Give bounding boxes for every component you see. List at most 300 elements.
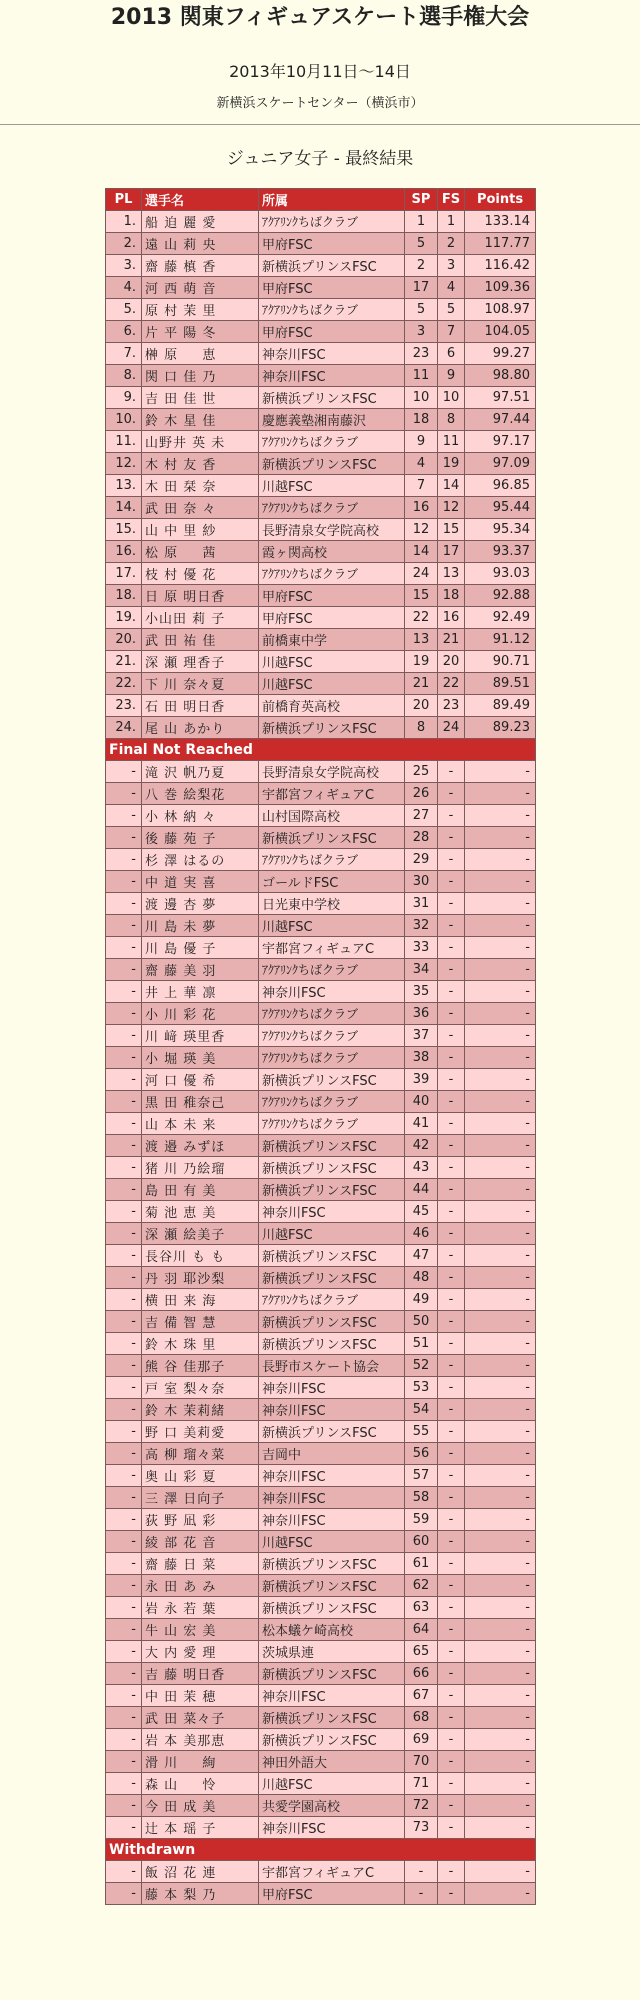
sp-rank-cell: 69 bbox=[405, 1729, 438, 1751]
sp-rank-cell: 51 bbox=[405, 1333, 438, 1355]
points-cell: 108.97 bbox=[465, 299, 536, 321]
skater-name-cell: 奥 山 彩 夏 bbox=[142, 1465, 259, 1487]
affiliation-cell: ｱｸｱﾘﾝｸちばクラブ bbox=[259, 1289, 405, 1311]
points-cell: - bbox=[465, 1751, 536, 1773]
points-cell: 96.85 bbox=[465, 475, 536, 497]
table-row bbox=[106, 1025, 536, 1047]
affiliation-cell: 山村国際高校 bbox=[259, 805, 405, 827]
skater-name-cell: 小 川 彩 花 bbox=[142, 1003, 259, 1025]
affiliation-cell: 新横浜プリンスFSC bbox=[259, 1333, 405, 1355]
sp-rank-cell: 65 bbox=[405, 1641, 438, 1663]
affiliation-cell: 長野清泉女学院高校 bbox=[259, 519, 405, 541]
table-row bbox=[106, 1113, 536, 1135]
fs-rank-cell: - bbox=[438, 893, 465, 915]
affiliation-cell: ｱｸｱﾘﾝｸちばクラブ bbox=[259, 1003, 405, 1025]
affiliation-cell: 新横浜プリンスFSC bbox=[259, 387, 405, 409]
placement-cell: - bbox=[106, 1311, 142, 1333]
placement-cell: - bbox=[106, 1773, 142, 1795]
col-header-points: Points bbox=[465, 189, 536, 211]
table-row bbox=[106, 1091, 536, 1113]
points-cell: - bbox=[465, 1333, 536, 1355]
points-cell: - bbox=[465, 959, 536, 981]
table-row bbox=[106, 1157, 536, 1179]
fs-rank-cell: 10 bbox=[438, 387, 465, 409]
fs-rank-cell: - bbox=[438, 1597, 465, 1619]
fs-rank-cell: - bbox=[438, 1509, 465, 1531]
fs-rank-cell: - bbox=[438, 1399, 465, 1421]
affiliation-cell: 神奈川FSC bbox=[259, 1685, 405, 1707]
points-cell: - bbox=[465, 1465, 536, 1487]
fs-rank-cell: 9 bbox=[438, 365, 465, 387]
skater-name-cell: 八 巻 絵梨花 bbox=[142, 783, 259, 805]
points-cell: - bbox=[465, 761, 536, 783]
placement-cell: 22. bbox=[106, 673, 142, 695]
table-row bbox=[106, 1531, 536, 1553]
fs-rank-cell: - bbox=[438, 1685, 465, 1707]
fs-rank-cell: - bbox=[438, 1201, 465, 1223]
skater-name-cell: 岩 永 若 葉 bbox=[142, 1597, 259, 1619]
placement-cell: 16. bbox=[106, 541, 142, 563]
skater-name-cell: 河 口 優 希 bbox=[142, 1069, 259, 1091]
table-row bbox=[106, 871, 536, 893]
sp-rank-cell: 30 bbox=[405, 871, 438, 893]
skater-name-cell: 鈴 木 珠 里 bbox=[142, 1333, 259, 1355]
placement-cell: - bbox=[106, 1795, 142, 1817]
points-cell: - bbox=[465, 1817, 536, 1839]
affiliation-cell: 宇都宮フィギュアC bbox=[259, 1861, 405, 1883]
header-divider bbox=[0, 124, 640, 125]
skater-name-cell: 中 道 実 喜 bbox=[142, 871, 259, 893]
points-cell: 89.51 bbox=[465, 673, 536, 695]
sp-rank-cell: 58 bbox=[405, 1487, 438, 1509]
skater-name-cell: 山 本 未 来 bbox=[142, 1113, 259, 1135]
points-cell: - bbox=[465, 1113, 536, 1135]
points-cell: - bbox=[465, 1597, 536, 1619]
fs-rank-cell: - bbox=[438, 1553, 465, 1575]
results-body bbox=[106, 211, 536, 1905]
sp-rank-cell: 19 bbox=[405, 651, 438, 673]
placement-cell: - bbox=[106, 761, 142, 783]
fs-rank-cell: - bbox=[438, 1641, 465, 1663]
placement-cell: - bbox=[106, 1575, 142, 1597]
fs-rank-cell: - bbox=[438, 1333, 465, 1355]
affiliation-cell: ｱｸｱﾘﾝｸちばクラブ bbox=[259, 1047, 405, 1069]
fs-rank-cell: - bbox=[438, 1443, 465, 1465]
points-cell: - bbox=[465, 1025, 536, 1047]
sp-rank-cell: 16 bbox=[405, 497, 438, 519]
placement-cell: 7. bbox=[106, 343, 142, 365]
table-row bbox=[106, 937, 536, 959]
skater-name-cell: 小山田 莉 子 bbox=[142, 607, 259, 629]
sp-rank-cell: 9 bbox=[405, 431, 438, 453]
placement-cell: 9. bbox=[106, 387, 142, 409]
skater-name-cell: 船 迫 麗 愛 bbox=[142, 211, 259, 233]
sp-rank-cell: 37 bbox=[405, 1025, 438, 1047]
table-row bbox=[106, 981, 536, 1003]
sp-rank-cell: 53 bbox=[405, 1377, 438, 1399]
sp-rank-cell: 57 bbox=[405, 1465, 438, 1487]
table-row bbox=[106, 1201, 536, 1223]
points-cell: - bbox=[465, 915, 536, 937]
sp-rank-cell: 20 bbox=[405, 695, 438, 717]
placement-cell: 6. bbox=[106, 321, 142, 343]
affiliation-cell: 新横浜プリンスFSC bbox=[259, 1421, 405, 1443]
table-row bbox=[106, 1399, 536, 1421]
skater-name-cell: 小 堀 瑛 美 bbox=[142, 1047, 259, 1069]
affiliation-cell: ｱｸｱﾘﾝｸちばクラブ bbox=[259, 959, 405, 981]
placement-cell: 18. bbox=[106, 585, 142, 607]
table-row bbox=[106, 1685, 536, 1707]
sp-rank-cell: 27 bbox=[405, 805, 438, 827]
sp-rank-cell: 59 bbox=[405, 1509, 438, 1531]
fs-rank-cell: - bbox=[438, 1619, 465, 1641]
fs-rank-cell: - bbox=[438, 1751, 465, 1773]
fs-rank-cell: 1 bbox=[438, 211, 465, 233]
sp-rank-cell: 62 bbox=[405, 1575, 438, 1597]
skater-name-cell: 吉 藤 明日香 bbox=[142, 1663, 259, 1685]
fs-rank-cell: - bbox=[438, 1531, 465, 1553]
placement-cell: - bbox=[106, 1663, 142, 1685]
placement-cell: 2. bbox=[106, 233, 142, 255]
placement-cell: - bbox=[106, 937, 142, 959]
skater-name-cell: 滝 沢 帆乃夏 bbox=[142, 761, 259, 783]
table-row bbox=[106, 1773, 536, 1795]
skater-name-cell: 小 林 納 々 bbox=[142, 805, 259, 827]
points-cell: - bbox=[465, 1685, 536, 1707]
points-cell: - bbox=[465, 1201, 536, 1223]
sp-rank-cell: 23 bbox=[405, 343, 438, 365]
sp-rank-cell: 50 bbox=[405, 1311, 438, 1333]
affiliation-cell: 茨城県連 bbox=[259, 1641, 405, 1663]
sp-rank-cell: 5 bbox=[405, 299, 438, 321]
placement-cell: - bbox=[106, 1883, 142, 1905]
skater-name-cell: 綾 部 花 音 bbox=[142, 1531, 259, 1553]
affiliation-cell: 新横浜プリンスFSC bbox=[259, 1311, 405, 1333]
sp-rank-cell: 47 bbox=[405, 1245, 438, 1267]
placement-cell: - bbox=[106, 805, 142, 827]
skater-name-cell: 川 島 優 子 bbox=[142, 937, 259, 959]
points-cell: - bbox=[465, 1861, 536, 1883]
fs-rank-cell: - bbox=[438, 1421, 465, 1443]
fs-rank-cell: - bbox=[438, 1707, 465, 1729]
points-cell: - bbox=[465, 1883, 536, 1905]
affiliation-cell: 神奈川FSC bbox=[259, 1399, 405, 1421]
skater-name-cell: 藤 本 梨 乃 bbox=[142, 1883, 259, 1905]
fs-rank-cell: - bbox=[438, 1025, 465, 1047]
table-row bbox=[106, 1795, 536, 1817]
points-cell: - bbox=[465, 1421, 536, 1443]
affiliation-cell: 前橋育英高校 bbox=[259, 695, 405, 717]
affiliation-cell: 神奈川FSC bbox=[259, 981, 405, 1003]
affiliation-cell: 神奈川FSC bbox=[259, 1487, 405, 1509]
fs-rank-cell: 22 bbox=[438, 673, 465, 695]
placement-cell: - bbox=[106, 827, 142, 849]
affiliation-cell: 新横浜プリンスFSC bbox=[259, 1597, 405, 1619]
placement-cell: - bbox=[106, 783, 142, 805]
sp-rank-cell: 52 bbox=[405, 1355, 438, 1377]
skater-name-cell: 枝 村 優 花 bbox=[142, 563, 259, 585]
fs-rank-cell: 12 bbox=[438, 497, 465, 519]
fs-rank-cell: - bbox=[438, 1663, 465, 1685]
placement-cell: - bbox=[106, 1641, 142, 1663]
table-row bbox=[106, 211, 536, 233]
table-row bbox=[106, 915, 536, 937]
sp-rank-cell: 44 bbox=[405, 1179, 438, 1201]
table-row bbox=[106, 1311, 536, 1333]
affiliation-cell: 長野市スケート協会 bbox=[259, 1355, 405, 1377]
fs-rank-cell: - bbox=[438, 761, 465, 783]
skater-name-cell: 戸 室 梨々奈 bbox=[142, 1377, 259, 1399]
points-cell: - bbox=[465, 1355, 536, 1377]
fs-rank-cell: - bbox=[438, 1047, 465, 1069]
affiliation-cell: ｱｸｱﾘﾝｸちばクラブ bbox=[259, 497, 405, 519]
placement-cell: - bbox=[106, 1421, 142, 1443]
sp-rank-cell: 40 bbox=[405, 1091, 438, 1113]
points-cell: - bbox=[465, 1773, 536, 1795]
sp-rank-cell: 15 bbox=[405, 585, 438, 607]
table-row bbox=[106, 1465, 536, 1487]
affiliation-cell: 新横浜プリンスFSC bbox=[259, 1575, 405, 1597]
points-cell: - bbox=[465, 1003, 536, 1025]
affiliation-cell: 日光東中学校 bbox=[259, 893, 405, 915]
placement-cell: 1. bbox=[106, 211, 142, 233]
table-row bbox=[106, 1597, 536, 1619]
skater-name-cell: 渡 邉 みずほ bbox=[142, 1135, 259, 1157]
placement-cell: - bbox=[106, 1729, 142, 1751]
table-row bbox=[106, 717, 536, 739]
affiliation-cell: 新横浜プリンスFSC bbox=[259, 1729, 405, 1751]
section-withdrawn bbox=[106, 1839, 536, 1861]
fs-rank-cell: 2 bbox=[438, 233, 465, 255]
points-cell: - bbox=[465, 1795, 536, 1817]
col-header-pl: PL bbox=[106, 189, 142, 211]
sp-rank-cell: 10 bbox=[405, 387, 438, 409]
skater-name-cell: 永 田 あ み bbox=[142, 1575, 259, 1597]
placement-cell: 19. bbox=[106, 607, 142, 629]
fs-rank-cell: - bbox=[438, 1883, 465, 1905]
table-row bbox=[106, 1421, 536, 1443]
sp-rank-cell: 41 bbox=[405, 1113, 438, 1135]
points-cell: - bbox=[465, 1223, 536, 1245]
sp-rank-cell: 70 bbox=[405, 1751, 438, 1773]
points-cell: - bbox=[465, 1707, 536, 1729]
fs-rank-cell: - bbox=[438, 1289, 465, 1311]
points-cell: 104.05 bbox=[465, 321, 536, 343]
skater-name-cell: 横 田 来 海 bbox=[142, 1289, 259, 1311]
skater-name-cell: 黒 田 稚奈己 bbox=[142, 1091, 259, 1113]
fs-rank-cell: - bbox=[438, 1179, 465, 1201]
event-title: 2013 関東フィギュアスケート選手権大会 bbox=[110, 5, 530, 30]
table-row bbox=[106, 1663, 536, 1685]
points-cell: 90.71 bbox=[465, 651, 536, 673]
affiliation-cell: 新横浜プリンスFSC bbox=[259, 717, 405, 739]
skater-name-cell: 武 田 菜々子 bbox=[142, 1707, 259, 1729]
sp-rank-cell: 48 bbox=[405, 1267, 438, 1289]
fs-rank-cell: 14 bbox=[438, 475, 465, 497]
sp-rank-cell: 36 bbox=[405, 1003, 438, 1025]
sp-rank-cell: 13 bbox=[405, 629, 438, 651]
affiliation-cell: 甲府FSC bbox=[259, 585, 405, 607]
affiliation-cell: 新横浜プリンスFSC bbox=[259, 1663, 405, 1685]
sp-rank-cell: 32 bbox=[405, 915, 438, 937]
affiliation-cell: 神田外語大 bbox=[259, 1751, 405, 1773]
placement-cell: - bbox=[106, 1619, 142, 1641]
points-cell: - bbox=[465, 1729, 536, 1751]
sp-rank-cell: 45 bbox=[405, 1201, 438, 1223]
table-row bbox=[106, 585, 536, 607]
fs-rank-cell: - bbox=[438, 1355, 465, 1377]
affiliation-cell: 神奈川FSC bbox=[259, 343, 405, 365]
skater-name-cell: 河 西 萌 音 bbox=[142, 277, 259, 299]
skater-name-cell: 今 田 成 美 bbox=[142, 1795, 259, 1817]
placement-cell: 3. bbox=[106, 255, 142, 277]
table-row bbox=[106, 761, 536, 783]
table-row bbox=[106, 1003, 536, 1025]
table-row bbox=[106, 1575, 536, 1597]
sp-rank-cell: 63 bbox=[405, 1597, 438, 1619]
fs-rank-cell: 8 bbox=[438, 409, 465, 431]
points-cell: - bbox=[465, 1377, 536, 1399]
sp-rank-cell: 24 bbox=[405, 563, 438, 585]
section-final-not-reached-label: Final Not Reached bbox=[106, 739, 536, 761]
sp-rank-cell: 17 bbox=[405, 277, 438, 299]
table-row bbox=[106, 1377, 536, 1399]
sp-rank-cell: 21 bbox=[405, 673, 438, 695]
sp-rank-cell: 68 bbox=[405, 1707, 438, 1729]
points-cell: - bbox=[465, 1267, 536, 1289]
affiliation-cell: ｱｸｱﾘﾝｸちばクラブ bbox=[259, 299, 405, 321]
sp-rank-cell: 12 bbox=[405, 519, 438, 541]
fs-rank-cell: - bbox=[438, 1223, 465, 1245]
skater-name-cell: 大 内 愛 理 bbox=[142, 1641, 259, 1663]
table-row bbox=[106, 1267, 536, 1289]
points-cell: - bbox=[465, 1531, 536, 1553]
sp-rank-cell: 55 bbox=[405, 1421, 438, 1443]
sp-rank-cell: 49 bbox=[405, 1289, 438, 1311]
fs-rank-cell: 16 bbox=[438, 607, 465, 629]
table-row bbox=[106, 959, 536, 981]
skater-name-cell: 井 上 華 凛 bbox=[142, 981, 259, 1003]
fs-rank-cell: - bbox=[438, 1487, 465, 1509]
skater-name-cell: 辻 本 瑶 子 bbox=[142, 1817, 259, 1839]
sp-rank-cell: 60 bbox=[405, 1531, 438, 1553]
table-row bbox=[106, 321, 536, 343]
placement-cell: - bbox=[106, 915, 142, 937]
placement-cell: - bbox=[106, 1267, 142, 1289]
fs-rank-cell: - bbox=[438, 1069, 465, 1091]
placement-cell: - bbox=[106, 981, 142, 1003]
skater-name-cell: 山野井 英 未 bbox=[142, 431, 259, 453]
sp-rank-cell: 22 bbox=[405, 607, 438, 629]
fs-rank-cell: - bbox=[438, 915, 465, 937]
points-cell: - bbox=[465, 1091, 536, 1113]
fs-rank-cell: - bbox=[438, 1157, 465, 1179]
points-cell: - bbox=[465, 1245, 536, 1267]
table-row bbox=[106, 1751, 536, 1773]
sp-rank-cell: 71 bbox=[405, 1773, 438, 1795]
table-row bbox=[106, 1179, 536, 1201]
skater-name-cell: 滑 川 絢 bbox=[142, 1751, 259, 1773]
affiliation-cell: 神奈川FSC bbox=[259, 1465, 405, 1487]
fs-rank-cell: - bbox=[438, 1729, 465, 1751]
skater-name-cell: 渡 邊 杏 夢 bbox=[142, 893, 259, 915]
sp-rank-cell: - bbox=[405, 1861, 438, 1883]
affiliation-cell: 神奈川FSC bbox=[259, 365, 405, 387]
fs-rank-cell: - bbox=[438, 1113, 465, 1135]
skater-name-cell: 尾 山 あかり bbox=[142, 717, 259, 739]
table-row bbox=[106, 277, 536, 299]
sp-rank-cell: 26 bbox=[405, 783, 438, 805]
table-row bbox=[106, 1641, 536, 1663]
affiliation-cell: ｱｸｱﾘﾝｸちばクラブ bbox=[259, 563, 405, 585]
fs-rank-cell: 19 bbox=[438, 453, 465, 475]
table-row bbox=[106, 1707, 536, 1729]
col-header-name: 選手名 bbox=[142, 189, 259, 211]
sp-rank-cell: 18 bbox=[405, 409, 438, 431]
affiliation-cell: 川越FSC bbox=[259, 651, 405, 673]
points-cell: 95.44 bbox=[465, 497, 536, 519]
fs-rank-cell: 15 bbox=[438, 519, 465, 541]
fs-rank-cell: - bbox=[438, 1311, 465, 1333]
placement-cell: 20. bbox=[106, 629, 142, 651]
affiliation-cell: 新横浜プリンスFSC bbox=[259, 255, 405, 277]
table-row bbox=[106, 1817, 536, 1839]
affiliation-cell: 新横浜プリンスFSC bbox=[259, 1069, 405, 1091]
skater-name-cell: 松 原 茜 bbox=[142, 541, 259, 563]
fs-rank-cell: 6 bbox=[438, 343, 465, 365]
sp-rank-cell: 14 bbox=[405, 541, 438, 563]
placement-cell: - bbox=[106, 1355, 142, 1377]
affiliation-cell: 新横浜プリンスFSC bbox=[259, 1135, 405, 1157]
fs-rank-cell: - bbox=[438, 1817, 465, 1839]
placement-cell: 11. bbox=[106, 431, 142, 453]
fs-rank-cell: - bbox=[438, 849, 465, 871]
points-cell: 89.49 bbox=[465, 695, 536, 717]
placement-cell: 17. bbox=[106, 563, 142, 585]
skater-name-cell: 丹 羽 耶沙梨 bbox=[142, 1267, 259, 1289]
skater-name-cell: 木 村 友 香 bbox=[142, 453, 259, 475]
fs-rank-cell: 20 bbox=[438, 651, 465, 673]
sp-rank-cell: 38 bbox=[405, 1047, 438, 1069]
points-cell: - bbox=[465, 1575, 536, 1597]
table-row bbox=[106, 1355, 536, 1377]
affiliation-cell: 川越FSC bbox=[259, 673, 405, 695]
skater-name-cell: 日 原 明日香 bbox=[142, 585, 259, 607]
table-row bbox=[106, 893, 536, 915]
placement-cell: - bbox=[106, 1047, 142, 1069]
fs-rank-cell: 21 bbox=[438, 629, 465, 651]
points-cell: - bbox=[465, 827, 536, 849]
table-row bbox=[106, 1883, 536, 1905]
affiliation-cell: 甲府FSC bbox=[259, 321, 405, 343]
fs-rank-cell: 24 bbox=[438, 717, 465, 739]
table-row bbox=[106, 453, 536, 475]
affiliation-cell: 新横浜プリンスFSC bbox=[259, 1157, 405, 1179]
fs-rank-cell: - bbox=[438, 1795, 465, 1817]
fs-rank-cell: - bbox=[438, 1135, 465, 1157]
skater-name-cell: 猪 川 乃絵瑠 bbox=[142, 1157, 259, 1179]
skater-name-cell: 鈴 木 星 佳 bbox=[142, 409, 259, 431]
table-row bbox=[106, 299, 536, 321]
table-row bbox=[106, 475, 536, 497]
table-row bbox=[106, 1729, 536, 1751]
skater-name-cell: 三 澤 日向子 bbox=[142, 1487, 259, 1509]
sp-rank-cell: 35 bbox=[405, 981, 438, 1003]
placement-cell: - bbox=[106, 1091, 142, 1113]
points-cell: 92.88 bbox=[465, 585, 536, 607]
skater-name-cell: 中 田 茉 穂 bbox=[142, 1685, 259, 1707]
placement-cell: - bbox=[106, 893, 142, 915]
